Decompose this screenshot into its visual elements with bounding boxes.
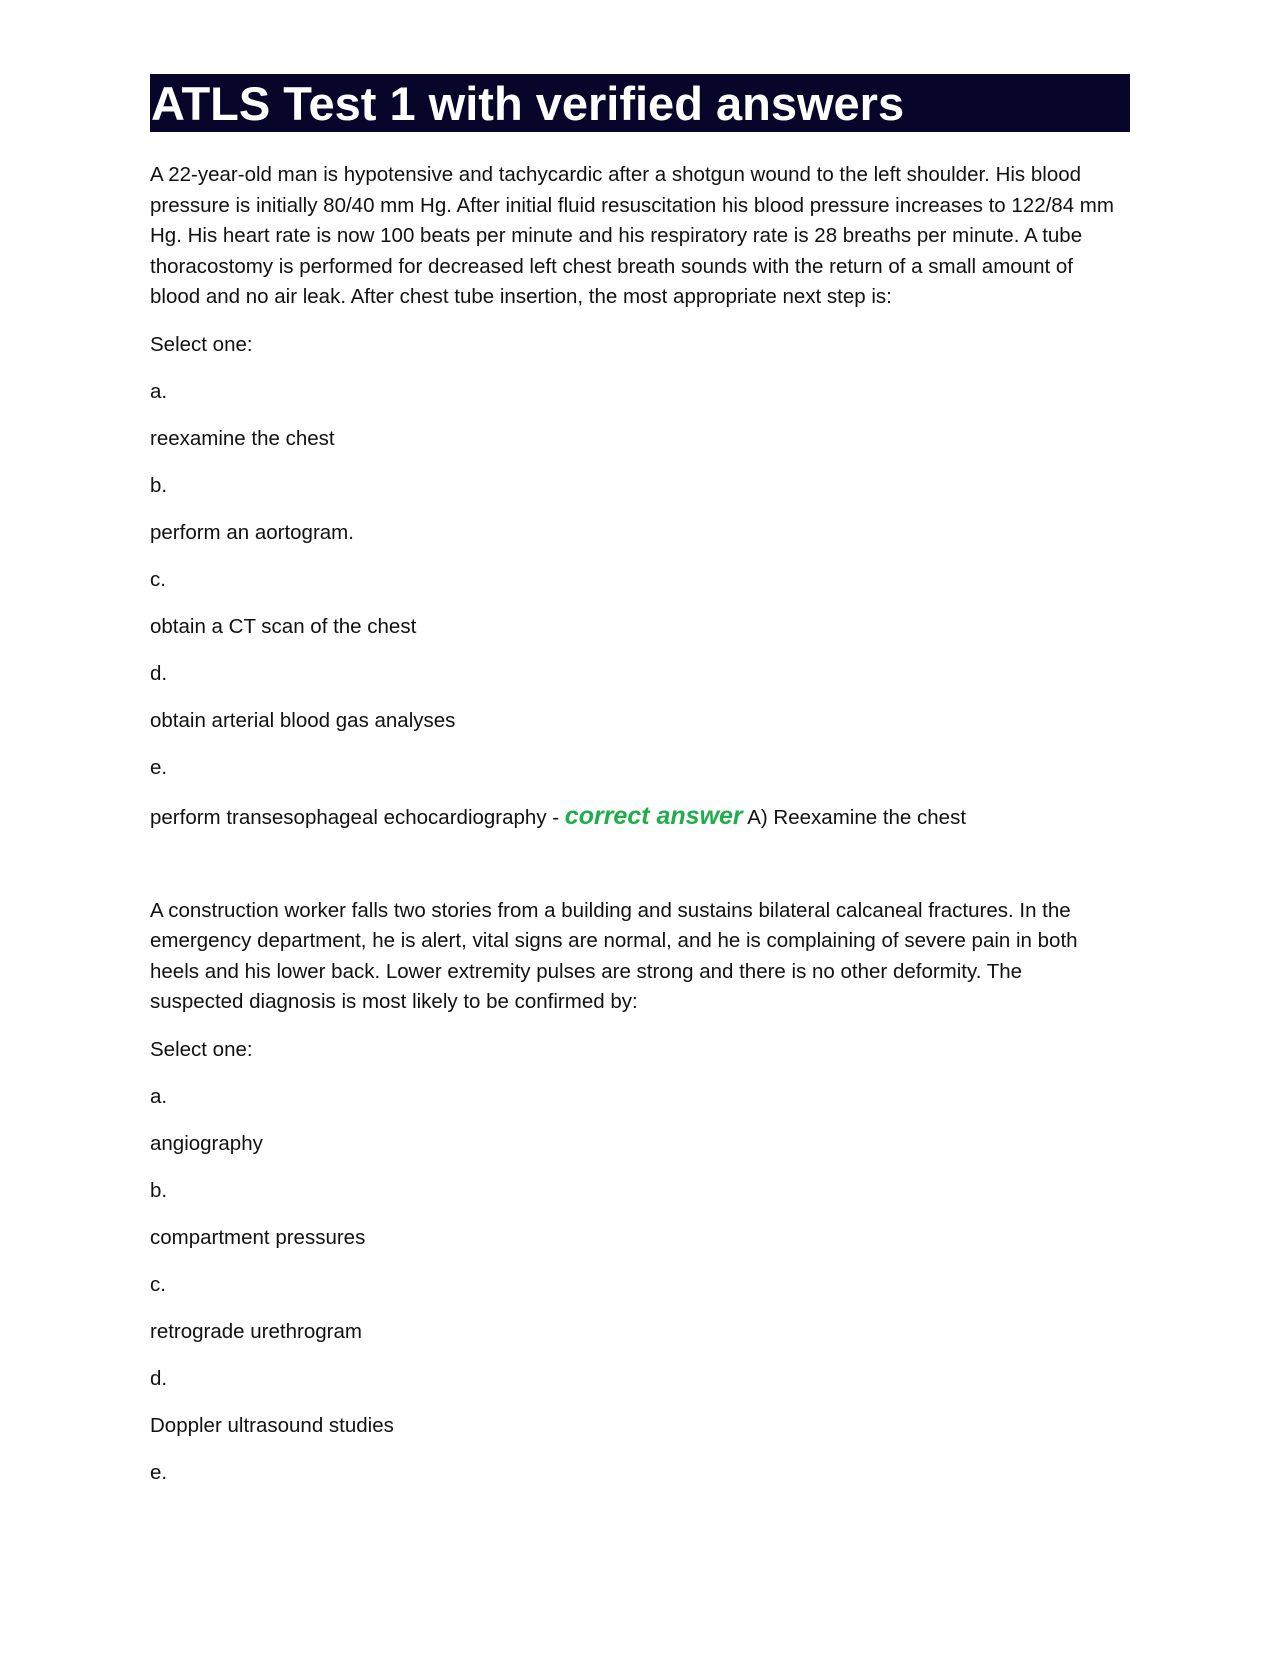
question-1 xyxy=(150,160,1130,834)
question-1-option-d-letter: d. xyxy=(150,661,168,685)
question-2-option-d-text: Doppler ultrasound studies xyxy=(150,1413,394,1437)
question-1-option-b-text: perform an aortogram. xyxy=(150,520,354,544)
question-1-option-c-letter: c. xyxy=(150,567,166,591)
question-1-option-e-text: perform transesophageal echocardiography - xyxy=(150,805,565,829)
question-2-option-e-letter: e. xyxy=(150,1460,168,1484)
question-1-select-label: Select one: xyxy=(150,332,253,356)
question-2-option-c-text: retrograde urethrogram xyxy=(150,1319,362,1343)
question-2-option-c-letter: c. xyxy=(150,1272,166,1296)
question-1-option-e-line xyxy=(150,800,1130,834)
document-title: ATLS Test 1 with verified answers xyxy=(150,74,1130,132)
question-2 xyxy=(150,896,1130,1488)
question-2-option-a-letter: a. xyxy=(150,1084,168,1108)
question-1-option-c-text: obtain a CT scan of the chest xyxy=(150,614,417,638)
question-2-prompt: A construction worker falls two stories from a building and sustains bilateral calcaneal fractures. In the emergency department, he is alert, vital signs are normal, and he is complaining of severe pain in both heels and his lower back. Lower extremity pulses are strong and there is no other deformity. The suspected diagnosis is most likely to be confirmed by: xyxy=(150,898,1078,1013)
correct-answer-text: A) Reexamine the chest xyxy=(742,805,967,829)
question-2-option-b-letter: b. xyxy=(150,1178,168,1202)
correct-answer-label: correct answer xyxy=(564,801,743,830)
question-1-option-a-text: reexamine the chest xyxy=(150,426,335,450)
document-content xyxy=(150,74,1130,1488)
question-2-option-d-letter: d. xyxy=(150,1366,168,1390)
question-2-option-b-text: compartment pressures xyxy=(150,1225,366,1249)
question-1-option-b-letter: b. xyxy=(150,473,168,497)
question-1-prompt: A 22-year-old man is hypotensive and tachycardic after a shotgun wound to the left shoulder. His blood pressure is initially 80/40 mm Hg. After initial fluid resuscitation his blood pressure increases to 122/84 mm Hg. His heart rate is now 100 beats per minute and his respiratory rate is 28 breaths per minute. A tube thoracostomy is performed for decreased left chest breath sounds with the return of a small amount of blood and no air leak. After chest tube insertion, the most appropriate next step is: xyxy=(150,163,1114,308)
question-1-option-d-text: obtain arterial blood gas analyses xyxy=(150,708,456,732)
question-1-option-e-letter: e. xyxy=(150,755,168,779)
question-1-option-a-letter: a. xyxy=(150,379,168,403)
question-2-option-a-text: angiography xyxy=(150,1131,263,1155)
question-2-select-label: Select one: xyxy=(150,1037,253,1061)
